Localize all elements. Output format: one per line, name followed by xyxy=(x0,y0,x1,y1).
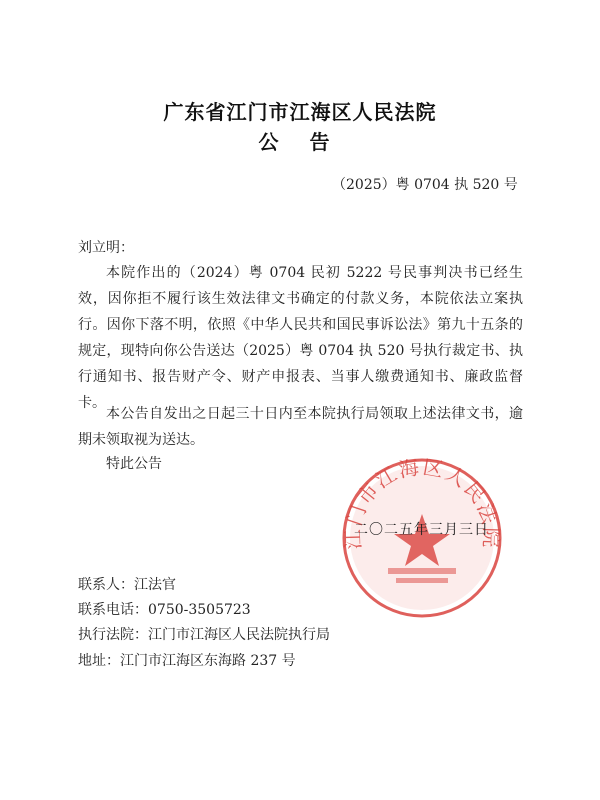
addressee: 刘立明： xyxy=(78,240,134,256)
contact-phone-label: 联系电话： xyxy=(78,602,148,618)
contact-person: 江法官 xyxy=(134,577,176,593)
paragraph-main: 本院作出的（2024）粤 0704 民初 5222 号民事判决书已经生效，因你拒不履行该生效法律文书确定的付款义务，本院依法立案执行。因你下落不明，依照《中华人民共和国民事诉讼法》第九十五条的规定，现特向你公告送达（2025）粤 0704 执 520 号执行裁定书、执行通知书、报告财产令、财产申报表、当事人缴费通知书、廉政监督卡。 xyxy=(78,265,523,411)
address-label: 地址： xyxy=(78,653,120,669)
contact-phone: 0750-3505723 xyxy=(148,602,251,618)
address: 江门市江海区东海路 237 号 xyxy=(120,653,296,669)
paragraph-deadline: 本公告自发出之日起三十日内至本院执行局领取上述法律文书，逾期未领取视为送达。 xyxy=(78,406,523,448)
document-type: 公 告 xyxy=(258,130,342,154)
executing-court: 江门市江海区人民法院执行局 xyxy=(148,627,330,643)
case-number: （2025）粤 0704 执 520 号 xyxy=(332,177,518,193)
executing-court-row xyxy=(78,624,330,644)
issue-date: 二〇二五年三月三日 xyxy=(354,522,489,538)
executing-court-label: 执行法院： xyxy=(78,627,148,643)
seal-text: 江门市江海区人民法院 xyxy=(340,456,504,550)
contact-person-label: 联系人： xyxy=(78,577,134,593)
court-name: 广东省江门市江海区人民法院 xyxy=(163,100,437,124)
contact-phone-row xyxy=(78,599,251,619)
paragraph-closing: 特此公告 xyxy=(106,456,162,472)
address-row xyxy=(78,650,296,670)
contact-person-row xyxy=(78,574,176,594)
